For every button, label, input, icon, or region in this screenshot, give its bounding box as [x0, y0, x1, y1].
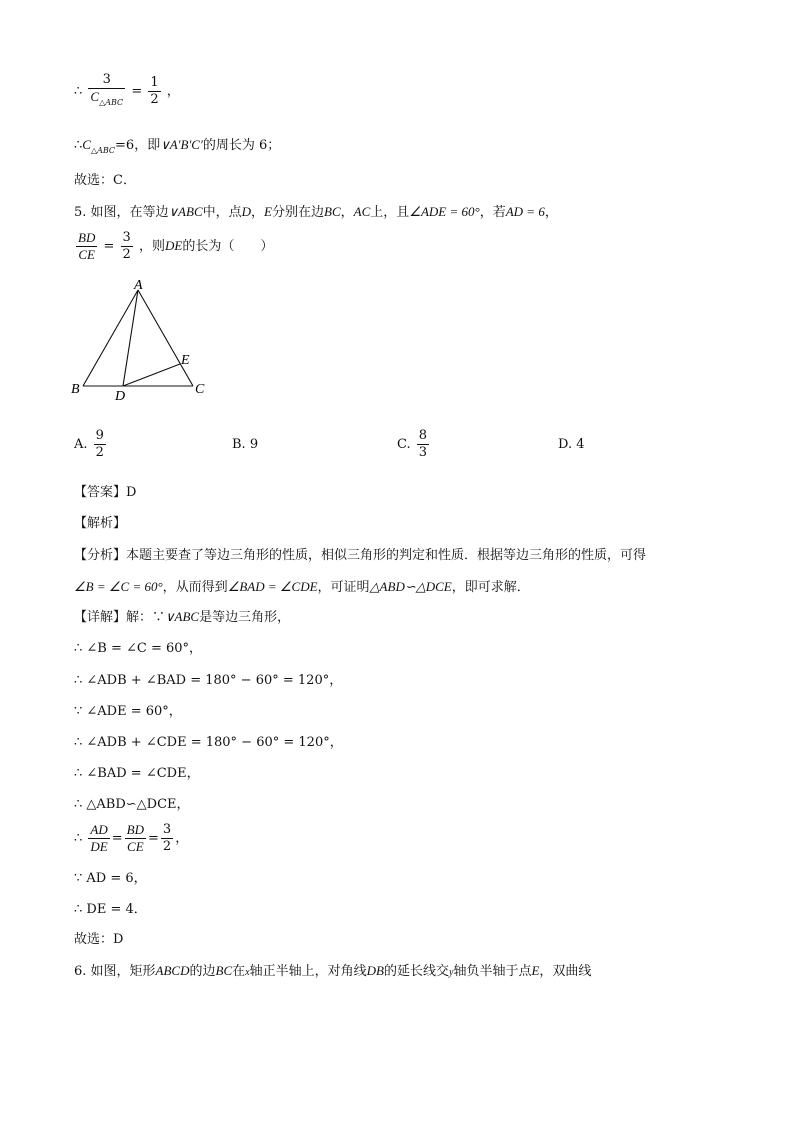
- select-d: 故选：D: [74, 932, 124, 947]
- fenxi-line1: 【分析】本题主要查了等边三角形的性质，相似三角形的判定和性质．根据等边三角形的性质，可得: [74, 548, 647, 563]
- detail-line0: 【详解】解：∵∨ABC是等边三角形，: [74, 609, 291, 625]
- analysis-tag: 【解析】: [74, 516, 127, 531]
- detail-step6: ∴ △ABD∽△DCE，: [74, 797, 190, 812]
- segment-ad: [123, 290, 138, 386]
- detail-step2: ∴ ∠ADB + ∠BAD = 180° − 60° = 120°，: [74, 673, 343, 688]
- label-c: C: [195, 382, 205, 397]
- question-5-line1: 5. 如图，在等边∨ABC中，点D，E分别在边BC，AC上，且∠ADE = 60°，若AD = 6，: [74, 204, 558, 220]
- detail-step7: ∴ $\frac{AD}{DE}$ = $\frac{BD}{CE}$ = $\frac{3}{2}$ ，: [74, 822, 189, 854]
- detail-step4: ∴ ∠ADB + ∠CDE = 180° − 60° = 120°，: [74, 735, 343, 750]
- detail-step9: ∴ DE = 4．: [74, 902, 147, 917]
- detail-step1: ∴ ∠B = ∠C = 60°，: [74, 641, 203, 656]
- equals-sign: =: [131, 84, 143, 99]
- numerator: 3: [88, 72, 125, 89]
- label-d: D: [115, 389, 126, 404]
- side-ab: [83, 290, 138, 386]
- select-c: 故选：C．: [74, 173, 136, 188]
- choice-d[interactable]: D. 4: [558, 437, 585, 452]
- therefore-symbol: ∴: [74, 84, 83, 99]
- segment-de: [123, 364, 180, 386]
- perimeter-line: $\therefore C_{\triangle ABC}=6$，即∨A′B′C′的周长为 6；: [74, 137, 281, 155]
- triangle-figure: [68, 276, 218, 406]
- choice-c[interactable]: C. $\frac{8}{3}$: [397, 428, 428, 460]
- detail-step8: ∵ AD = 6，: [74, 871, 147, 886]
- detail-step5: ∴ ∠BAD = ∠CDE，: [74, 766, 200, 781]
- denominator: $C_{\triangle ABC}$: [90, 89, 124, 107]
- choice-a[interactable]: A. $\frac{9}{2}$: [74, 428, 104, 460]
- fraction-three-halves: $\frac{3}{2}$: [122, 230, 131, 262]
- ratio-line: ∴ $\frac{3}{C_{\triangle ABC}}$ = $\frac{1}{2}$ ，: [74, 72, 180, 111]
- choice-b[interactable]: B. 9: [232, 437, 259, 452]
- label-a: A: [134, 278, 143, 293]
- label-e: E: [181, 353, 190, 368]
- detail-step3: ∵ ∠ADE = 60°，: [74, 704, 182, 719]
- fraction-3-over-perimeter: [88, 72, 125, 111]
- question-5-line2: $\frac{BD}{CE}$ = $\frac{3}{2}$ ，则DE的长为（ ）: [78, 230, 274, 262]
- answer-line: 【答案】D: [74, 485, 137, 500]
- fraction-bd-ce: $\frac{BD}{CE}$: [78, 230, 96, 262]
- label-b: B: [71, 382, 80, 397]
- side-ac: [138, 290, 193, 386]
- fenxi-line2: ∠B = ∠C = 60°，从而得到∠BAD = ∠CDE，可证明△ABD∽△DCE，即可求解．: [74, 579, 530, 595]
- fraction-one-half: $\frac{1}{2}$: [150, 75, 159, 107]
- question-6-line1: 6. 如图，矩形ABCD的边BC在x轴正半轴上，对角线DB的延长线交y轴负半轴于点E，双曲线: [74, 963, 592, 979]
